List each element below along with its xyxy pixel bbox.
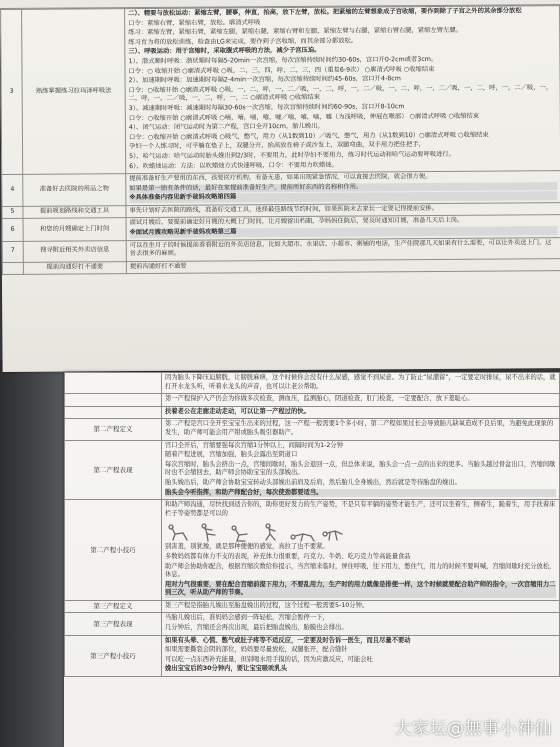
paragraph: 孕妇一个人练习时，可平躺在垫子上，双腿分开，抬高放在椅子或沙发上，双腿弯曲，双手用力把住把手， [129, 141, 425, 151]
stage-label: 第三产程小技巧 [65, 635, 162, 676]
row-title: 搜寻附近相关外卖店信息 [23, 240, 126, 262]
row-number: 4 [2, 174, 23, 206]
document-page-upper [0, 0, 560, 372]
stage-content [162, 406, 560, 419]
paragraph: 3）、减速期时呼吸：减速期时每隔30-60s一次宫缩，每次宫缩持续时间约60-90s，宫口开8-10cm [128, 103, 405, 113]
row-title: 提前沟通好打不通要 [23, 261, 126, 274]
paragraph: 用对力气很重要，要在配合宫缩前提下用力，不要乱用力，生产时的用力就像是排便一样，这个时候就要配合助产师的指令，一次宫缩用力二到三次，听从助产师的节奏。 [165, 580, 556, 597]
table-row [1, 6, 560, 175]
row-number: 5 [2, 206, 23, 219]
paragraph: 当胎儿娩出后，准妈妈会感到一阵轻松，宫缩会暂停一下， [165, 614, 329, 622]
paragraph: 练习育为将的放松训练，检查由LG来完成，要作到子宫收缩，而其余部分都放松。 [128, 37, 358, 46]
document-page-lower [64, 372, 560, 747]
paragraph: 几分钟后，宫缩还会再次出现，最后把胎盘娩出，胎膜也会排出。 [165, 624, 348, 632]
birth-pose-illustration-icon [227, 521, 255, 543]
paragraph: 口令：○ 收缩开始 ○廓清式呼吸 ○吸，二，三，四，呼，二，三，四（重复6-9次） ○廓清式呼吸 ○收缩结束 [128, 65, 435, 75]
table-row [2, 258, 560, 274]
birth-pose-illustration-icon [196, 521, 224, 543]
paragraph: 胎头会今听指挥，和助产师配合好，每次使劲都要适当。 [165, 489, 556, 498]
table-row [65, 406, 560, 419]
stage-content [162, 373, 560, 394]
paragraph: 娩出宝宝后的30分钟内，要让宝宝吸吮乳头 [165, 665, 288, 673]
table-row [65, 419, 560, 440]
birth-pose-illustration-icon [165, 521, 193, 543]
row-content [126, 171, 560, 206]
paragraph: 宫口全开后，宫缩要强每次宫缩1分钟以上，间隔时间为1-2分钟 [165, 441, 344, 449]
stage-label: 第二产程表现 [65, 440, 162, 500]
stage-label: 第二产程小技巧 [65, 500, 162, 601]
row-number: 6 [2, 219, 23, 241]
paragraph: 练习：紧缩左臂，紧缩右臂，紧缩左腿，紧缩右腿，紧缩右臂和左腿，紧缩左臂与右腿，紧缩右臂右腿，紧缩左臂左腿。 [128, 26, 462, 37]
paragraph: 口令：○收缩开始 ○廓清式呼吸 ○吸，一，二，呼，一，二／吸，一，二，呼，一，二／吸，一，二，呼，一，二／吸，一，二，呼，一，二／吸，一，二，呼，一，二／吸，一，二，呼，一，二 ○廓清式呼吸 ○收缩结束 [128, 83, 553, 103]
paragraph: 每次宫缩时，胎头会挤出一点，宫缩间歇时，胎头会退回一点，但总体来说，胎头会一点一点的出来的更多。当胎头越过骨盆出口，宫缩间歇时也不会缩回去，助产师会协助宝宝的头部娩出。 [165, 460, 556, 477]
row-content [125, 6, 560, 174]
stage-label: 第三产程定义 [65, 600, 162, 613]
paragraph: 可以在坐月子的时候提前看看附近的外卖店信息，比如大超市、水果店、小超市、粥铺的电话，生产住院那几天如果有什么需要，可以让外卖送上门，这省去很多的麻烦。 [129, 238, 552, 258]
paragraph: 2）、加速期时呼吸：加速期时每隔2-4min一次宫缩，每次宫缩持续时间约45-60s，宫口开4-8cm [128, 75, 401, 85]
pose-illustrations [165, 519, 556, 543]
table-row [65, 373, 560, 394]
stage-content [162, 394, 560, 407]
paragraph: 可以吃一点东西补充能量，但别喝水用手摸的话，因为应激反应，可能会吐 [165, 655, 373, 663]
lower-table [64, 372, 560, 677]
stage-content [162, 600, 560, 613]
paragraph: 多数妈妈都有体力不支的表现，补充体力很重要，巧克力、牛奶、吃巧克力等高能量食品 [165, 552, 411, 560]
row-content [126, 258, 560, 274]
paragraph: 第一产程保护入产仍会为你做多次检查，测血压，监测胎心，阴道检查，肛门检查，一定要配合，放下羞耻心。 [165, 395, 474, 403]
table-row [65, 440, 560, 500]
stage-content [162, 635, 560, 676]
paragraph: 6）、吹蜡烛运动：方法：以吹蜡烛方式快速呼吸，口令：不要用力吹蜡烛。 [129, 161, 338, 170]
stage-content [162, 440, 560, 500]
paragraph: 4）、闭气运动：闭气运动时为第二产程，宫口全开10cm，胎儿娩出。 [128, 122, 324, 132]
row-number: 3 [1, 9, 23, 174]
stage-label: 第二产程定义 [65, 419, 162, 440]
paragraph: 如果是第一胎有条件的话，最好在家提前准备好生产，提前所好东西的名称和作用。 [129, 182, 557, 194]
birth-pose-illustration-icon [258, 521, 286, 543]
paragraph: 事先计划好去医院的路线，准备好交通工具，选择最佳路线节约时间，如果医院未去家长一定要记得提前安排。 [129, 204, 439, 214]
paragraph: 5）、哈气运动：哈气运动时胎头娩出到2/3时，不要用力，此时孕妇不要用力，练习时代运动和哈气运动要呼吸进行。 [129, 150, 455, 161]
row-title: 准备好去医院的用品之物 [23, 174, 126, 206]
paragraph: 如果有头晕、心慌、憋气或肚子疼等不适反应，一定要及时告诉一医生，而且尽量不要动 [165, 636, 411, 644]
paragraph: 第三产程是指胎儿娩出至胎盘娩出的过程，这个过程一般需要5-10分钟。 [165, 601, 369, 609]
paragraph: 助产师会协助你配合，根据宫缩次数给你提示，当宫缩来临时，屏住呼吸，往下用力，憋住气，用力的时候不要叫喊，宫缩间歇时充分放松，休息。 [165, 562, 556, 579]
table-row [65, 600, 560, 613]
birth-pose-illustration-icon [320, 521, 348, 543]
row-title: 和您的月嫂确定上门时间 [23, 218, 126, 241]
stage-label: 第三产程表现 [65, 613, 162, 635]
table-row [65, 613, 560, 635]
paragraph: 口令：○收缩开始 ○廓清式呼吸 ○嘻，嘻，嘻，嘻，嘘／嘻，嘻，嘻，嘘（为浅呼吸，伸展在喉部） ○廓清式呼吸 ○收缩结束 [128, 112, 480, 122]
paragraph: 第二产程是宫口全开至宝宝生出来的过程，这一产程一般需要1个多小时，第二产程如果过长会导致胎儿缺氧造成不良后果，为避免此现象的发生，助产师可能会用产钳或胎头吸引器助产。 [165, 420, 554, 436]
table-row [65, 635, 560, 676]
paragraph: 随着产程进展，宫缩加强，胎头会露出至阴道口 [165, 451, 298, 459]
paragraph: 扶着老公在走廊走动走动，可以让第一产程过的快。 [165, 407, 310, 415]
paragraph: 提前准备好生产要用的东西，孩要医疗机构，有备无患，如果出现紧急情况，可以直接去医院，就会很方便。 [129, 173, 432, 183]
stage-content [162, 500, 560, 601]
paragraph: 1）、潜式顺时呼吸：潜状顺时每隔5-20min一次宫缩，每次宫缩持续时间约30-60s，宫口开0-2cm或者3cm。 [128, 55, 438, 66]
paragraph: ※具体准备内容见新手爸妈攻略第四篇 [129, 191, 557, 203]
paragraph: 和助产师沟通，尽快找到适合你的，助你更好发力的生产姿势，不是只有平躺的姿势才能生产，还可以坐着生，侧着生，跪着生，用手扶着床栏子等姿势都是可以的 [165, 501, 556, 517]
stage-label [65, 406, 162, 419]
background-shadow [0, 360, 64, 747]
table-row [65, 394, 560, 407]
paragraph: 三）、呼吸运动：用于宫缩时，采取腹式呼吸的方法，减少子宫压迫。 [128, 47, 321, 56]
row-content [126, 215, 560, 240]
watermark-text: 大家坛@無事小神仙 [394, 719, 552, 739]
stage-content [162, 419, 560, 440]
stage-label [65, 394, 162, 407]
paragraph: 面试月嫂后，要提前确定好月嫂的大概上门时间，让月嫂留出档期，孕妈妈住院后，要及时通知月嫂，准备几天后上岗。 [129, 217, 464, 227]
row-title: 熟练掌握练习拉玛泽呼吸法 [22, 9, 126, 175]
stage-content [162, 613, 560, 635]
paragraph: 胎头娩出后，助产师会协助宝宝转动头部娩出前肩及后肩，然后胎儿全身娩出，然后就是等待胎盘的娩出。 [165, 478, 461, 486]
paragraph: 提前沟通好打不通要 [129, 262, 187, 270]
table-row [65, 500, 560, 601]
paragraph: 因为胎头下降压迫膀胱，让膀胱麻痹，这个时候你会没有什么尿感，感觉不到尿意。为了防止“尿潴留”，一定要定时排尿，尿不出来的话，就打开水龙头听，听着水龙头的声音，也可以让老公帮助。 [165, 374, 556, 390]
row-number: 7 [2, 241, 23, 262]
paragraph: 如果需要撕裂会阴的部位，妈妈要尽量放松，双腿张开，配合缝针 [165, 646, 348, 654]
birth-pose-illustration-icon [289, 521, 317, 543]
upper-table [0, 5, 560, 275]
paragraph: ※面试月嫂攻略见新手爸妈攻略第三篇 [130, 226, 558, 238]
row-title: 提前规划路线和交通工具 [23, 206, 126, 219]
row-number [2, 262, 23, 275]
paragraph: 口令：紧缩右臂，紧缩右臂，放松。廓清式呼吸 [128, 18, 261, 27]
table-row [2, 171, 560, 207]
stage-label [65, 373, 162, 394]
paragraph: 别害羞，别犹豫，就是那种便便的感觉，真拉了也不要紧。 [165, 543, 329, 551]
paragraph: 口令：○收缩开始 ○廓清式呼吸 ○吸气，憋气，用力（从1数到10）／吸气，憋气，用力（从1数到10）○廓清式呼吸 ○收缩结束 [128, 131, 489, 141]
row-content [126, 237, 560, 261]
paragraph: 二）、精要与放松运动：紧缩左臂，腰事，伸直，抬高，放下左臂，放松。把紧缩的左臂想象成子宫收缩，要作到除了子宫之外的其余部分放松 [128, 7, 522, 18]
